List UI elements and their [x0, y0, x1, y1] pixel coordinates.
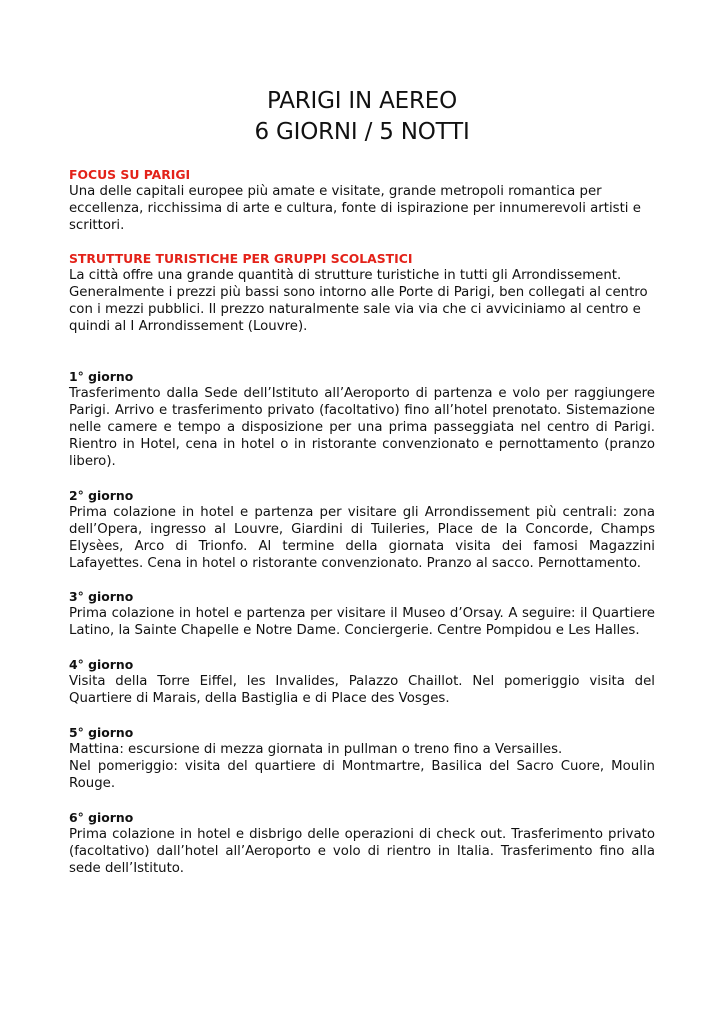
day-heading: 5° giorno	[69, 725, 134, 740]
day-text: Prima colazione in hotel e disbrigo delle operazioni di check out. Trasferimento privato (facoltativo) dall’hotel all’Aeroporto e volo di rientro in Italia. Trasferimento fino alla sede dell’Istituto.	[69, 827, 655, 876]
day-heading: 1° giorno	[69, 369, 134, 384]
day-section-3	[69, 588, 655, 639]
day-text: Nel pomeriggio: visita del quartiere di Montmartre, Basilica del Sacro Cuore, Moulin Rouge.	[69, 759, 655, 791]
day-text: Visita della Torre Eiffel, les Invalides, Palazzo Chaillot. Nel pomeriggio visita del Quartiere di Marais, della Bastiglia e di Place des Vosges.	[69, 674, 655, 706]
strutture-section	[69, 250, 655, 335]
day-section-6	[69, 809, 655, 877]
focus-text: Una delle capitali europee più amate e visitate, grande metropoli romantica per eccellenza, ricchissima di arte e cultura, fonte di ispirazione per innumerevoli artisti e scrittori.	[69, 184, 641, 233]
day-heading: 2° giorno	[69, 488, 134, 503]
focus-heading: FOCUS SU PARIGI	[69, 167, 191, 182]
day-text: Prima colazione in hotel e partenza per visitare il Museo d’Orsay. A seguire: il Quartiere Latino, la Sainte Chapelle e Notre Dame. Conciergerie. Centre Pompidou e Les Halles.	[69, 606, 655, 638]
day-heading: 3° giorno	[69, 589, 134, 604]
day-heading: 4° giorno	[69, 657, 134, 672]
strutture-text: La città offre una grande quantità di strutture turistiche in tutti gli Arrondissement. Generalmente i prezzi più bassi sono intorno alle Porte di Parigi, ben collegati al centro con i mezzi pubblici. Il prezzo naturalmente sale via via che ci avviciniamo al centro e quindi al I Arrondissement (Louvre).	[69, 268, 648, 334]
day-section-1	[69, 368, 655, 470]
day-text: Prima colazione in hotel e partenza per visitare gli Arrondissement più centrali: zona dell’Opera, ingresso al Louvre, Giardini di Tuileries, Place de la Concorde, Champs Elysèes, Arco di Trionfo. Al termine della giornata visita dei famosi Magazzini Lafayettes. Cena in hotel o ristorante convenzionato. Pranzo al sacco. Pernottamento.	[69, 505, 655, 571]
day-text: Mattina: escursione di mezza giornata in pullman o treno fino a Versailles.	[69, 742, 563, 757]
day-section-4	[69, 656, 655, 707]
title-line-2: 6 GIORNI / 5 NOTTI	[254, 119, 470, 145]
page-title	[69, 86, 655, 148]
day-section-2	[69, 487, 655, 572]
day-section-5	[69, 724, 655, 792]
focus-section	[69, 166, 655, 234]
title-line-1: PARIGI IN AEREO	[267, 88, 457, 114]
day-text: Trasferimento dalla Sede dell’Istituto all’Aeroporto di partenza e volo per raggiungere Parigi. Arrivo e trasferimento privato (facoltativo) fino all’hotel prenotato. Sistemazione nelle camere e tempo a disposizione per una prima passeggiata nel centro di Parigi. Rientro in Hotel, cena in hotel o in ristorante convenzionato e pernottamento (pranzo libero).	[69, 386, 655, 469]
strutture-heading: STRUTTURE TURISTICHE PER GRUPPI SCOLASTICI	[69, 251, 413, 266]
day-heading: 6° giorno	[69, 810, 134, 825]
